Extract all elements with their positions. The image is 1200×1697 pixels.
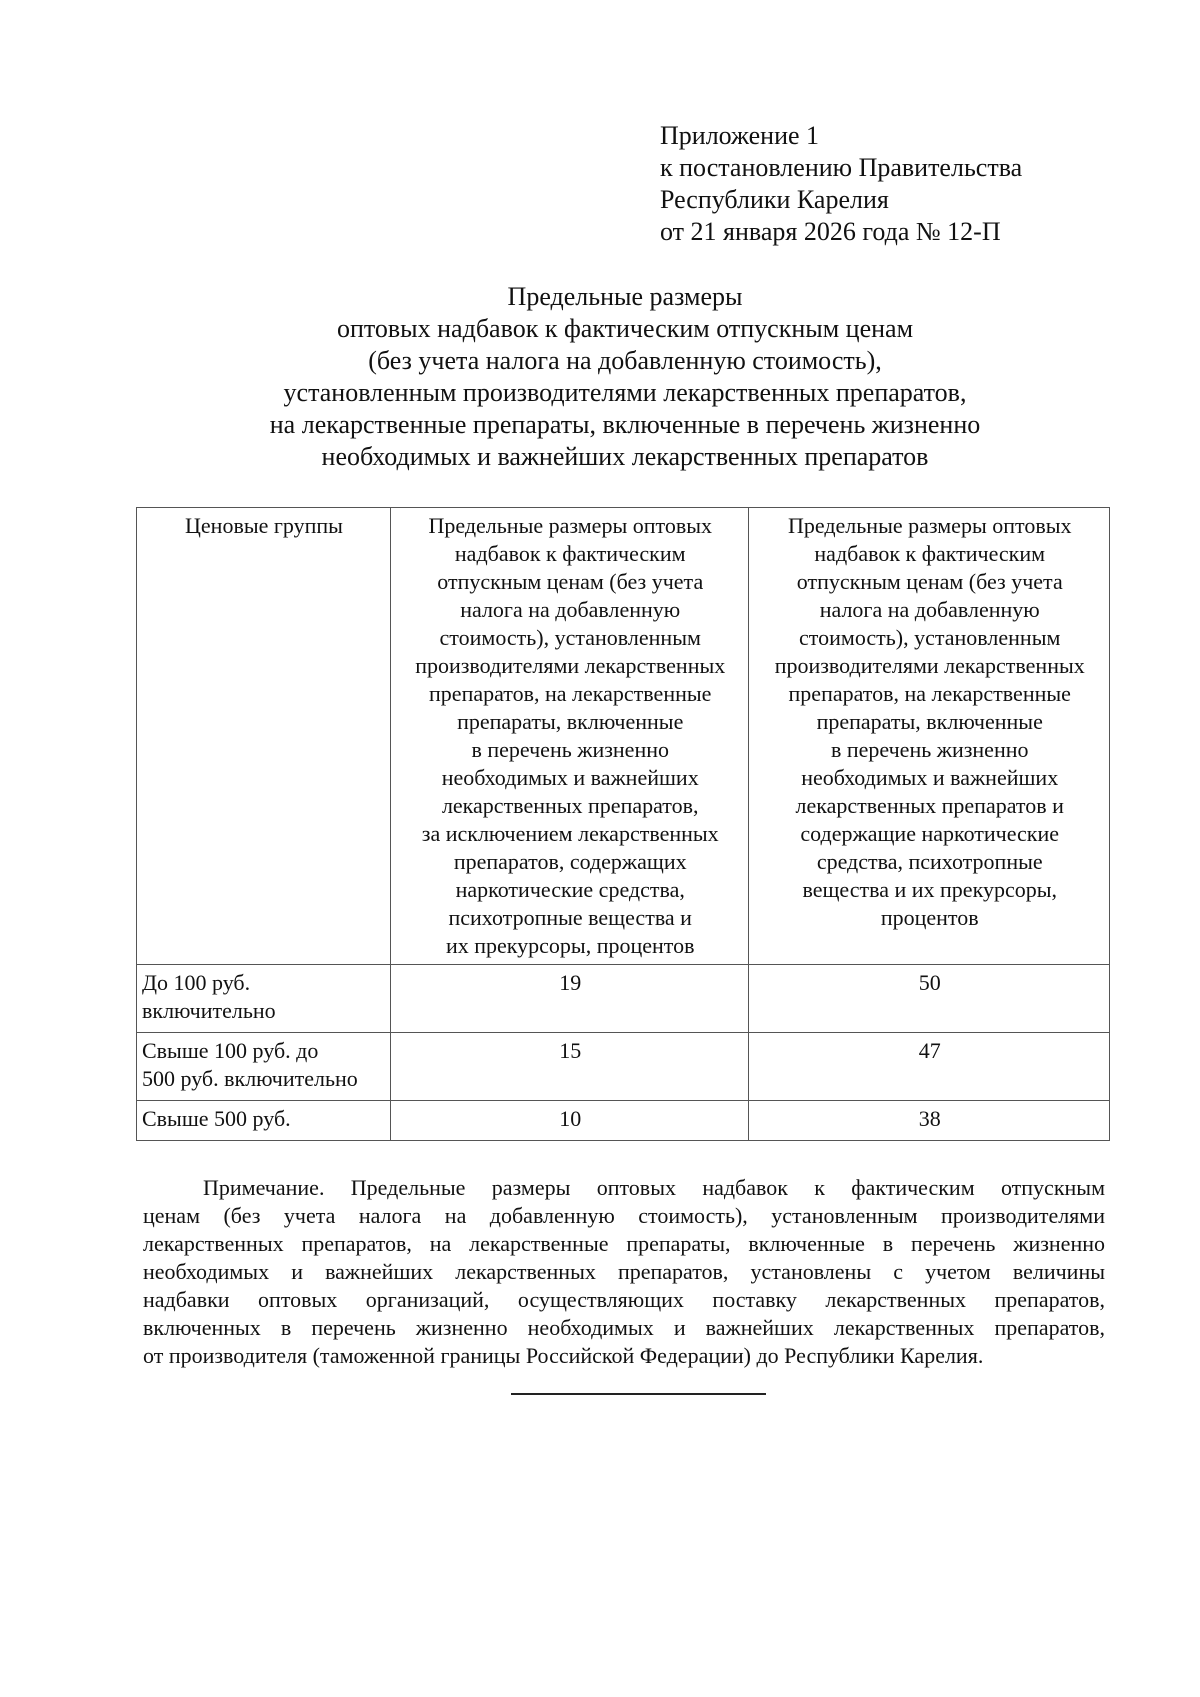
markup-table (136, 507, 1110, 1141)
price-group-line: 500 руб. включительно (142, 1066, 358, 1091)
appendix-line: Приложение 1 (660, 121, 820, 150)
header-line: необходимых и важнейших (801, 765, 1059, 790)
price-group-line: До 100 руб. (142, 970, 251, 995)
header-line: Предельные размеры оптовых (428, 513, 712, 538)
header-line: препараты, включенные (816, 709, 1043, 734)
note-line: включенных в перечень жизненно необходимых и важнейших лекарственных препаратов, (143, 1315, 1105, 1340)
header-line: необходимых и важнейших (441, 765, 699, 790)
markup-value-cell: 10 (391, 1101, 749, 1141)
header-line: отпускным ценам (без учета (437, 569, 704, 594)
header-line: лекарственных препаратов, (441, 793, 699, 818)
appendix-block (660, 120, 1022, 248)
note-line: необходимых и важнейших лекарственных препаратов, установлены с учетом величины (143, 1259, 1105, 1284)
table-row (137, 965, 1110, 1033)
title-line: Предельные размеры (507, 282, 743, 311)
header-line: вещества и их прекурсоры, (802, 877, 1057, 902)
header-line: процентов (880, 905, 979, 930)
title-line: (без учета налога на добавленную стоимость), (368, 346, 882, 375)
header-line: надбавок к фактическим (814, 541, 1046, 566)
markup-value-cell: 38 (749, 1101, 1110, 1141)
document-title (130, 281, 1120, 473)
markup-value-cell: 50 (749, 965, 1110, 1033)
header-line: психотропные вещества и (448, 905, 692, 930)
appendix-line: к постановлению Правительства (660, 153, 1023, 182)
price-group-cell (137, 1101, 391, 1141)
table-header-row (137, 508, 1110, 965)
price-group-cell (137, 965, 391, 1033)
markup-value-cell: 19 (391, 965, 749, 1033)
title-line: оптовых надбавок к фактическим отпускным ценам (336, 314, 914, 343)
price-group-line: Свыше 100 руб. до (142, 1038, 319, 1063)
markup-value-cell: 47 (749, 1033, 1110, 1101)
header-line: налога на добавленную (460, 597, 681, 622)
header-line: в перечень жизненно (830, 737, 1029, 762)
header-line: Ценовые группы (185, 513, 343, 538)
appendix-line: Республики Карелия (660, 185, 889, 214)
header-markup-including-narcotics (749, 508, 1110, 965)
header-line: их прекурсоры, процентов (445, 933, 695, 958)
header-line: препаратов, на лекарственные (788, 681, 1071, 706)
header-line: препараты, включенные (457, 709, 684, 734)
title-line: на лекарственные препараты, включенные в перечень жизненно (269, 410, 981, 439)
header-line: отпускным ценам (без учета (796, 569, 1063, 594)
note-line: ценам (без учета налога на добавленную стоимость), установленным производителями (143, 1203, 1105, 1228)
note-line: от производителя (таможенной границы Российской Федерации) до Республики Карелия. (143, 1343, 984, 1368)
header-line: препаратов, на лекарственные (429, 681, 712, 706)
header-line: Предельные размеры оптовых (787, 513, 1072, 538)
appendix-line: от 21 января 2026 года № 12-П (660, 217, 1001, 246)
header-line: надбавок к фактическим (454, 541, 686, 566)
header-markup-excluding-narcotics (391, 508, 749, 965)
note-line: лекарственных препаратов, на лекарственные препараты, включенные в перечень жизненно (143, 1231, 1105, 1256)
closing-rule (511, 1393, 766, 1395)
markup-value-cell: 15 (391, 1033, 749, 1101)
table-row (137, 1033, 1110, 1101)
price-group-line: Свыше 500 руб. (142, 1106, 291, 1131)
header-line: препаратов, содержащих (453, 849, 687, 874)
price-group-cell (137, 1033, 391, 1101)
header-line: за исключением лекарственных (421, 821, 719, 846)
header-line: средства, психотропные (816, 849, 1043, 874)
title-line: необходимых и важнейших лекарственных препаратов (321, 442, 929, 471)
note-paragraph (143, 1174, 1105, 1370)
header-line: налога на добавленную (819, 597, 1040, 622)
header-line: в перечень жизненно (471, 737, 669, 762)
note-line: Примечание. Предельные размеры оптовых надбавок к фактическим отпускным (203, 1175, 1105, 1200)
header-line: стоимость), установленным (799, 625, 1061, 650)
header-line: содержащие наркотические (800, 821, 1060, 846)
header-line: стоимость), установленным (439, 625, 701, 650)
header-line: производителями лекарственных (415, 653, 726, 678)
price-group-line: включительно (142, 998, 276, 1023)
table-row (137, 1101, 1110, 1141)
title-line: установленным производителями лекарственных препаратов, (283, 378, 967, 407)
header-line: производителями лекарственных (774, 653, 1085, 678)
header-line: лекарственных препаратов и (795, 793, 1064, 818)
header-price-groups (137, 508, 391, 965)
note-line: надбавки оптовых организаций, осуществляющих поставку лекарственных препаратов, (143, 1287, 1105, 1312)
header-line: наркотические средства, (455, 877, 685, 902)
